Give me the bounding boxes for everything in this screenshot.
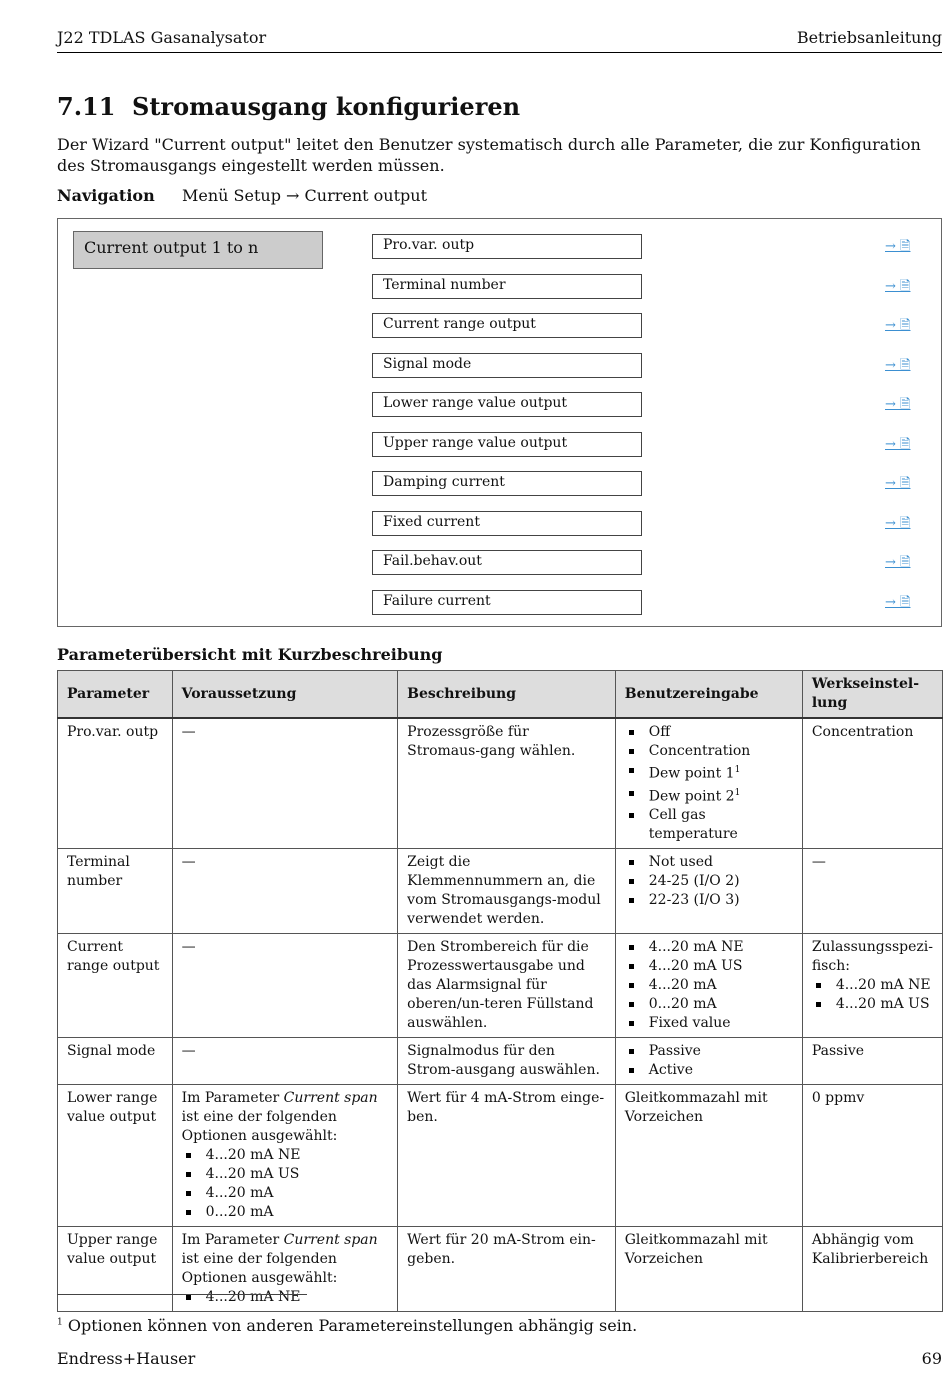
page-link-icon[interactable]: → 🗎 <box>885 357 911 373</box>
list-item-text: Off <box>648 724 671 740</box>
cell-factory-setting: 0 ppmv <box>802 1085 942 1227</box>
page-header <box>57 28 942 53</box>
list-item-text: 0...20 mA <box>205 1204 274 1221</box>
prereq-pre: Im Parameter <box>181 1090 284 1107</box>
cell-description: Wert für 20 mA-Strom ein-geben. <box>398 1227 616 1312</box>
bullet-list <box>625 1042 793 1080</box>
prereq-post: ist eine der folgenden Optionen ausgewählt: <box>181 1109 338 1145</box>
list-item <box>625 853 793 872</box>
list-item-text: Concentration <box>648 743 751 759</box>
list-item <box>625 1061 793 1080</box>
parameter-table <box>57 670 943 1312</box>
bullet-list <box>812 976 933 1014</box>
wizard-step: Failure current <box>372 590 642 615</box>
footnote-ref: 1 <box>734 765 741 775</box>
page-link-icon[interactable]: → 🗎 <box>885 594 911 610</box>
list-item <box>812 976 933 995</box>
list-item <box>625 742 793 761</box>
list-item-text: Active <box>648 1062 693 1079</box>
cell-user-input: Gleitkommazahl mit Vorzeichen <box>615 1085 802 1227</box>
prereq-post: ist eine der folgenden Optionen ausgewählt: <box>181 1251 338 1287</box>
cell-prerequisite <box>172 1085 398 1227</box>
page-footer <box>57 1349 942 1368</box>
list-item-text: 4...20 mA NE <box>835 977 931 994</box>
navigation-path: Menü Setup → Current output <box>182 186 428 205</box>
col-header-factory-setting: Werkseinstel-lung <box>802 671 942 719</box>
list-item-text: 4...20 mA NE <box>205 1147 301 1164</box>
wizard-step: Current range output <box>372 313 642 338</box>
list-item <box>182 1165 389 1184</box>
wizard-diagram <box>57 218 942 627</box>
cell-description: Signalmodus für den Strom-ausgang auswählen. <box>398 1038 616 1085</box>
footnote-rule <box>57 1294 307 1295</box>
list-item-text: 4...20 mA <box>205 1185 274 1202</box>
header-doc-title: J22 TDLAS Gasanalysator <box>57 28 267 47</box>
section-heading <box>57 92 520 121</box>
list-item <box>625 891 793 910</box>
page-link-icon[interactable]: → 🗎 <box>885 318 911 333</box>
list-item <box>625 995 793 1014</box>
list-item-text: Dew point 2 <box>648 788 735 805</box>
list-item-text: 4...20 mA US <box>648 958 743 975</box>
table-row <box>58 934 943 1038</box>
wizard-step: Damping current <box>372 471 642 496</box>
list-item-text: 4...20 mA US <box>835 996 930 1013</box>
col-header-parameter: Parameter <box>58 671 173 719</box>
footnote-mark: 1 <box>57 1317 63 1328</box>
cell-factory-setting: Abhängig vom Kalibrierbereich <box>802 1227 942 1312</box>
section-title: Stromausgang konfigurieren <box>132 92 521 121</box>
table-row <box>58 1038 943 1085</box>
list-item <box>625 957 793 976</box>
col-header-prerequisite: Voraussetzung <box>172 671 398 719</box>
wizard-step: Signal mode <box>372 353 642 378</box>
table-row <box>58 718 943 849</box>
cell-factory-setting: Passive <box>802 1038 942 1085</box>
list-item <box>625 872 793 891</box>
list-item <box>625 938 793 957</box>
page-link-icon[interactable]: → 🗎 <box>885 436 911 452</box>
page-number: 69 <box>921 1349 942 1368</box>
prerequisite-text <box>182 1089 389 1146</box>
section-number: 7.11 <box>57 92 116 121</box>
cell-factory-setting: Concentration <box>802 718 942 849</box>
wizard-step: Upper range value output <box>372 432 642 457</box>
list-item-text: Cell gas temperature <box>648 807 738 843</box>
cell-user-input <box>615 1038 802 1085</box>
footnote-text: Optionen können von anderen Parametereinstellungen abhängig sein. <box>67 1316 638 1335</box>
list-item-text: Fixed value <box>648 1015 731 1032</box>
factory-setting-text: Zulassungsspezi-fisch: <box>811 939 933 975</box>
cell-prerequisite: — <box>172 849 398 934</box>
table-row <box>58 849 943 934</box>
header-doc-type: Betriebsanleitung <box>796 28 942 47</box>
list-item <box>625 723 793 742</box>
cell-parameter: Terminal number <box>58 849 173 934</box>
col-header-user-input: Benutzereingabe <box>615 671 802 719</box>
table-header-row <box>58 671 943 719</box>
list-item-text: Not used <box>648 854 713 871</box>
wizard-step: Fail.behav.out <box>372 550 642 575</box>
col-header-description: Beschreibung <box>398 671 616 719</box>
table-title: Parameterübersicht mit Kurzbeschreibung <box>57 645 443 664</box>
list-item <box>812 995 933 1014</box>
cell-factory-setting <box>802 934 942 1038</box>
list-item-text: Dew point 1 <box>648 765 735 782</box>
list-item <box>625 1014 793 1033</box>
list-item-text: 4...20 mA NE <box>205 1289 301 1306</box>
list-item <box>625 806 793 844</box>
cell-user-input: Gleitkommazahl mit Vorzeichen <box>615 1227 802 1312</box>
list-item-text: 22-23 (I/O 3) <box>648 892 740 909</box>
list-item <box>182 1288 389 1307</box>
prerequisite-text <box>182 1231 389 1288</box>
list-item-text: 4...20 mA <box>648 977 717 994</box>
prereq-param-name: Current span <box>283 1232 378 1249</box>
list-item <box>182 1146 389 1165</box>
wizard-step: Terminal number <box>372 274 642 299</box>
list-item-text: Passive <box>648 1043 701 1060</box>
list-item-text: 24-25 (I/O 2) <box>648 873 740 890</box>
wizard-step: Fixed current <box>372 511 642 536</box>
list-item <box>625 784 793 807</box>
list-item <box>182 1184 389 1203</box>
wizard-step: Lower range value output <box>372 392 642 417</box>
cell-prerequisite: — <box>172 1038 398 1085</box>
page-link-icon[interactable]: → 🗎 <box>885 515 911 531</box>
page-link-icon[interactable]: → 🗎 <box>885 476 911 491</box>
cell-user-input <box>615 849 802 934</box>
wizard-step: Pro.var. outp <box>372 234 642 259</box>
bullet-list <box>182 1288 389 1307</box>
bullet-list <box>625 723 793 844</box>
cell-description: Prozessgröße für Stromaus-gang wählen. <box>398 718 616 849</box>
page-link-icon[interactable]: → 🗎 <box>885 278 911 294</box>
prereq-pre: Im Parameter <box>181 1232 284 1249</box>
intro-paragraph: Der Wizard "Current output" leitet den Benutzer systematisch durch alle Parameter, die zur Konfiguration des Stromausgangs eingestellt werden müssen. <box>57 135 921 175</box>
bullet-list <box>182 1146 389 1222</box>
cell-description: Wert für 4 mA-Strom einge-ben. <box>398 1085 616 1227</box>
list-item-text: 4...20 mA NE <box>648 939 744 956</box>
table-row <box>58 1227 943 1312</box>
footer-company: Endress+Hauser <box>57 1349 196 1368</box>
prereq-param-name: Current span <box>283 1090 378 1107</box>
bullet-list <box>625 853 793 910</box>
cell-parameter: Signal mode <box>58 1038 173 1085</box>
navigation-label: Navigation <box>57 186 155 205</box>
page-link-icon[interactable]: → 🗎 <box>885 397 911 412</box>
footnote-ref: 1 <box>734 787 741 798</box>
list-item-text: 4...20 mA US <box>205 1166 300 1183</box>
cell-parameter: Pro.var. outp <box>58 718 173 849</box>
list-item <box>625 1042 793 1061</box>
cell-parameter: Upper range value output <box>58 1227 173 1312</box>
navigation-row <box>57 186 427 205</box>
cell-prerequisite <box>172 1227 398 1312</box>
bullet-list <box>625 938 793 1033</box>
cell-parameter: Lower range value output <box>58 1085 173 1227</box>
list-item <box>182 1203 389 1222</box>
list-item-text: 0...20 mA <box>648 996 717 1013</box>
cell-prerequisite: — <box>172 718 398 849</box>
cell-description: Zeigt die Klemmennummern an, die vom Stromausgangs-modul verwendet werden. <box>398 849 616 934</box>
cell-user-input <box>615 934 802 1038</box>
cell-factory-setting: — <box>802 849 942 934</box>
list-item <box>625 976 793 995</box>
cell-prerequisite: — <box>172 934 398 1038</box>
footnote <box>57 1316 637 1335</box>
page-link-icon[interactable]: → 🗎 <box>885 239 911 254</box>
list-item <box>625 761 793 784</box>
cell-parameter: Current range output <box>58 934 173 1038</box>
table-row <box>58 1085 943 1227</box>
cell-user-input <box>615 718 802 849</box>
page-link-icon[interactable]: → 🗎 <box>885 555 911 570</box>
cell-description: Den Strombereich für die Prozesswertausgabe und das Alarmsignal für oberen/un-teren Füllstand auswählen. <box>398 934 616 1038</box>
wizard-title: Current output 1 to n <box>73 231 323 269</box>
